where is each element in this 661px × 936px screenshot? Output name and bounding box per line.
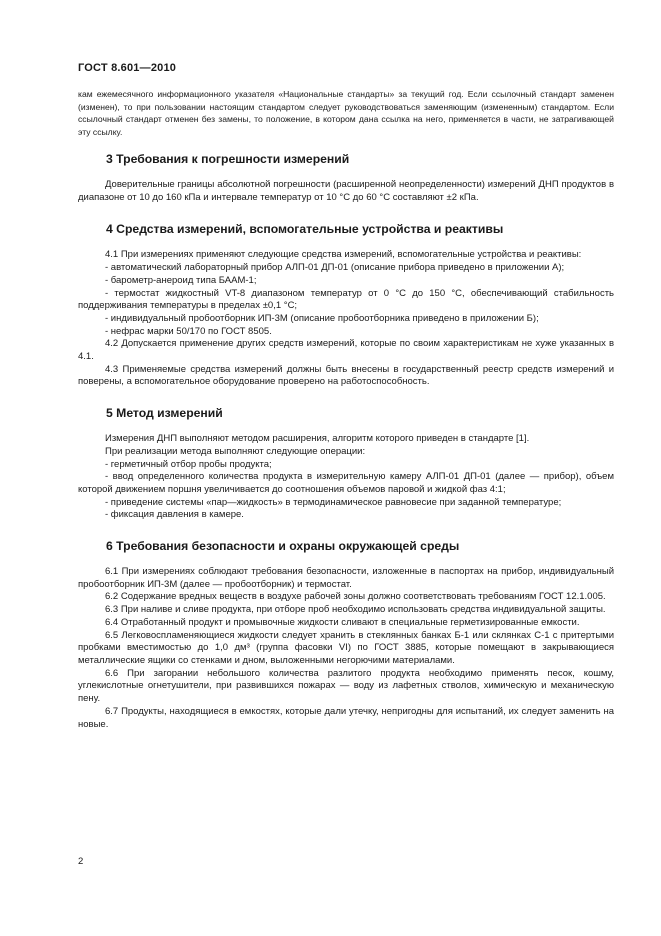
document-body bbox=[78, 88, 614, 731]
section-5-title: 5 Метод измерений bbox=[106, 406, 223, 421]
section-4-title: 4 Средства измерений, вспомогательные устройства и реактивы bbox=[106, 222, 504, 237]
paragraph: 6.6 При загорании небольшого количества разлитого продукта необходимо применять песок, кошму, углекислотные огнетушители, при развившихся пожарах — воду из лафетных стволов, химическую и механическую пену. bbox=[78, 667, 614, 705]
paragraph: 4.2 Допускается применение других средств измерений, которые по своим характеристикам не хуже указанных в 4.1. bbox=[78, 338, 614, 363]
paragraph: 6.1 При измерениях соблюдают требования безопасности, изложенные в паспортах на прибор, индивидуальный пробоотборник ИП-3М (далее — пробоотборник) и термостат. bbox=[78, 566, 614, 590]
paragraph: Доверительные границы абсолютной погрешности (расширенной неопределенности) измерений ДНП продуктов в диапазоне от 10 до 160 кПа и интервале температур от 10 °С до 60 °С составляют ±2 кПа. bbox=[78, 179, 614, 203]
paragraph: При реализации метода выполняют следующие операции: bbox=[105, 445, 366, 457]
paragraph: 4.3 Применяемые средства измерений должны быть внесены в государственный реестр средств измерений и поверены, а вспомогательное оборудование проверено на работоспособность. bbox=[78, 363, 614, 388]
list-item: - индивидуальный пробоотборник ИП-3М (описание пробоотборника приведено в приложении Б); bbox=[105, 312, 539, 324]
paragraph: 6.7 Продукты, находящиеся в емкостях, которые дали утечку, непригодны для испытаний, их следует заменить на новые. bbox=[78, 705, 614, 730]
section-3-title: 3 Требования к погрешности измерений bbox=[106, 152, 350, 166]
list-item: - автоматический лабораторный прибор АЛП-01 ДП-01 (описание прибора приведено в приложении А); bbox=[105, 262, 565, 274]
section-6-title: 6 Требования безопасности и охраны окружающей среды bbox=[106, 539, 460, 554]
list-item: - термостат жидкостный VT-8 диапазоном температур от 0 °С до 150 °С, обеспечивающий стабильность поддерживания температуры в пределах ±0,1 °С; bbox=[78, 287, 614, 312]
list-item: - нефрас марки 50/170 по ГОСТ 8505. bbox=[105, 325, 272, 337]
paragraph: Измерения ДНП выполняют методом расширения, алгоритм которого приведен в стандарте [1]. bbox=[105, 433, 530, 445]
paragraph: 6.5 Легковоспламеняющиеся жидкости следует хранить в стеклянных банках Б-1 или склянках С-1 с притертыми пробками вместимостью до 1,0 дм³ (группа фасовки VI) по ГОСТ 3885, которые помещают в закрывающиеся металлические ящики со стенками и дном, выложенными негорючими материалами. bbox=[78, 629, 614, 666]
list-item: - барометр-анероид типа БААМ-1; bbox=[105, 274, 257, 286]
intro-text: кам ежемесячного информационного указателя «Национальные стандарты» за текущий год. Если ссылочный стандарт заменен (изменен), то при пользовании настоящим стандартом следует руководствоваться заменяющим (измененным) стандартом. Если ссылочный стандарт отменен без замены, то положение, в котором дана ссылка на него, применяется в части, не затрагивающей эту ссылку. bbox=[78, 89, 614, 137]
paragraph: 6.4 Отработанный продукт и промывочные жидкости сливают в специальные герметизированные емкости. bbox=[105, 616, 580, 628]
section-5-body bbox=[78, 433, 614, 522]
list-item: - ввод определенного количества продукта в измерительную камеру АЛП-01 ДП-01 (далее — прибор), объем которой движением поршня увеличивается до соотношения объемов паровой и жидкой фаз 4:1; bbox=[78, 471, 614, 495]
list-item: - фиксация давления в камере. bbox=[105, 509, 244, 521]
intro-paragraph bbox=[78, 88, 614, 138]
paragraph: 6.2 Содержание вредных веществ в воздухе рабочей зоны должно соответствовать требованиям ГОСТ 12.1.005. bbox=[105, 591, 606, 603]
page-header-standard-number: ГОСТ 8.601—2010 bbox=[78, 62, 177, 74]
paragraph: 4.1 При измерениях применяют следующие средства измерений, вспомогательные устройства и реактивы: bbox=[105, 249, 582, 261]
paragraph: 6.3 При наливе и сливе продукта, при отборе проб необходимо использовать средства индивидуальной защиты. bbox=[105, 604, 606, 616]
page-number: 2 bbox=[78, 856, 84, 867]
section-3-body bbox=[78, 179, 614, 204]
list-item: - герметичный отбор пробы продукта; bbox=[105, 458, 272, 470]
section-6-body bbox=[78, 566, 614, 731]
list-item: - приведение системы «пар—жидкость» в термодинамическое равновесие при заданной температуре; bbox=[105, 496, 562, 508]
section-4-body bbox=[78, 249, 614, 389]
